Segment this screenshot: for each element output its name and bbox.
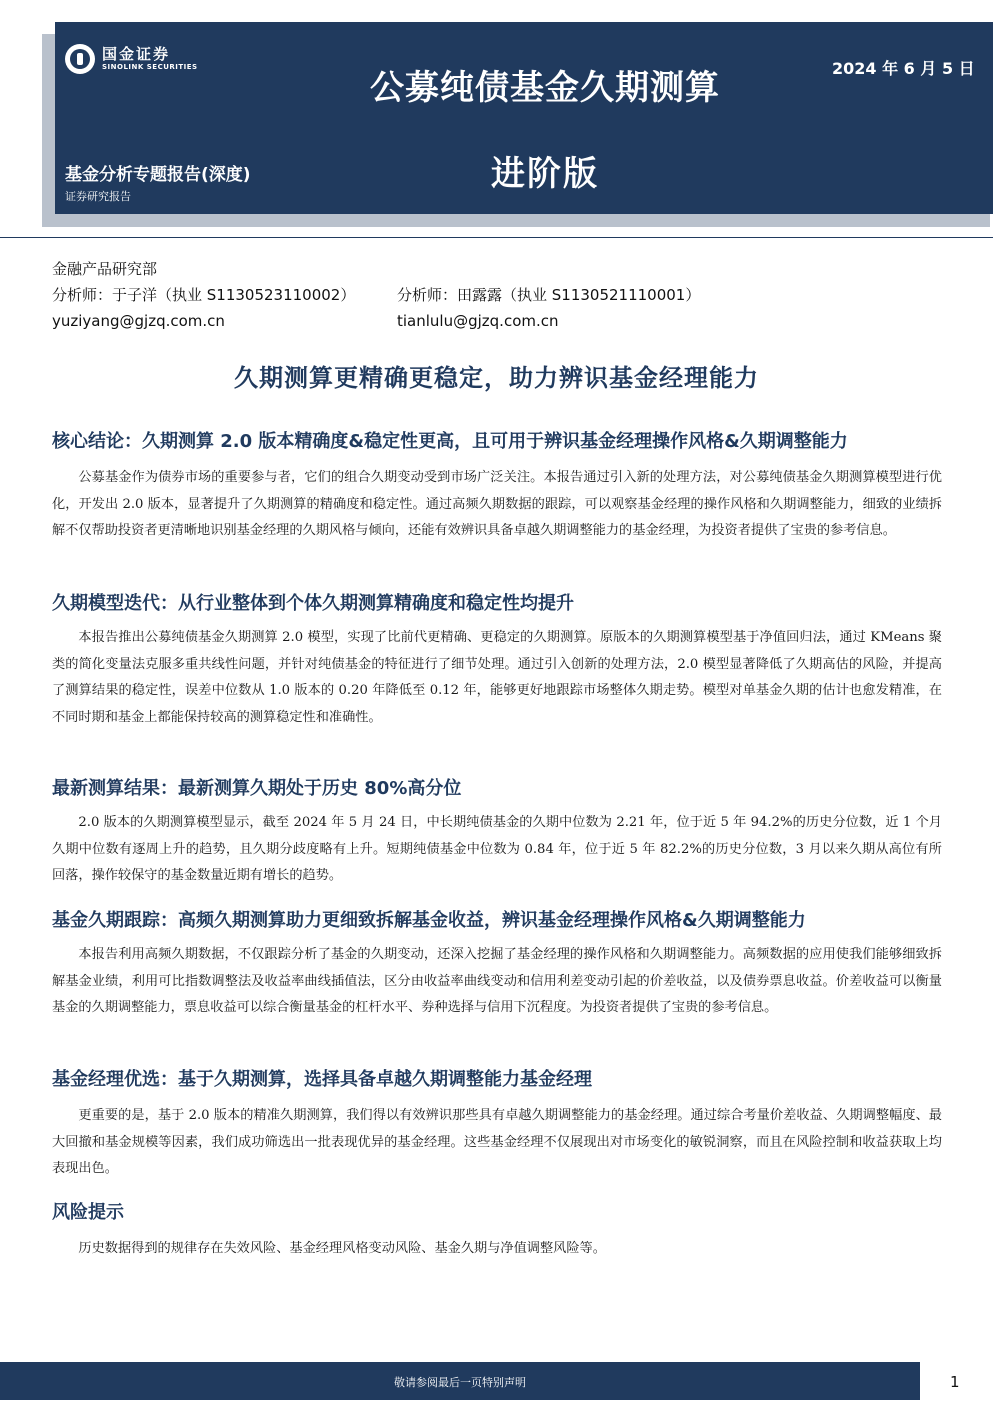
report-subtitle: 进阶版: [491, 154, 599, 194]
headline: 久期测算更精确更稳定，助力辨识基金经理能力: [234, 364, 759, 392]
section-heading: 久期模型迭代：从行业整体到个体久期测算精确度和稳定性均提升: [52, 593, 574, 614]
analyst-1-email[interactable]: yuziyang@gjzq.com.cn: [52, 312, 225, 330]
report-date: 2024 年 6 月 5 日: [832, 59, 975, 78]
header-divider: [0, 237, 993, 238]
section-paragraph: 本报告利用高频久期数据，不仅跟踪分析了基金的久期变动，还深入挖掘了基金经理的操作风格和久期调整能力。高频数据的应用使我们能够细致拆解基金业绩，利用可比指数调整法及收益率曲线插值法，区分由收益率曲线变动和信用利差变动引起的价差收益，以及债券票息收益。价差收益可以衡量基金的久期调整能力，票息收益可以综合衡量基金的杠杆水平、券种选择与信用下沉程度。为投资者提供了宝贵的参考信息。: [52, 947, 942, 1016]
report-category: 证券研究报告: [65, 190, 131, 203]
section-paragraph: 更重要的是，基于 2.0 版本的精准久期测算，我们得以有效辨识那些具有卓越久期调整能力的基金经理。通过综合考量价差收益、久期调整幅度、最大回撤和基金规模等因素，我们成功筛选出一批表现优异的基金经理。这些基金经理不仅展现出对市场变化的敏锐洞察，而且在风险控制和收益获取上均表现出色。: [52, 1108, 942, 1177]
section-heading: 核心结论：久期测算 2.0 版本精确度&稳定性更高，且可用于辨识基金经理操作风格&久期调整能力: [52, 431, 848, 452]
disclaimer-note: 敬请参阅最后一页特别声明: [394, 1376, 526, 1389]
report-type: 基金分析专题报告(深度): [65, 165, 251, 185]
analyst-2-email[interactable]: tianlulu@gjzq.com.cn: [397, 312, 559, 330]
section-paragraph: 历史数据得到的规律存在失效风险、基金经理风格变动风险、基金久期与净值调整风险等。: [78, 1241, 606, 1256]
report-title: 公募纯债基金久期测算: [370, 68, 720, 108]
section-heading: 基金经理优选：基于久期测算，选择具备卓越久期调整能力基金经理: [52, 1069, 592, 1090]
section-paragraph: 2.0 版本的久期测算模型显示，截至 2024 年 5 月 24 日，中长期纯债基金的久期中位数为 2.21 年，位于近 5 年 94.2%的历史分位数，近 1 个月久期中位数有逐周上升的趋势，且久期分歧度略有上升。短期纯债基金中位数为 0.84 年，位于近 5 年 82.2%的历史分位数，3 月以来久期从高位有所回落，操作较保守的基金数量近期有增长的趋势。: [52, 815, 942, 884]
logo-cn: 国金证券: [102, 45, 171, 63]
section-paragraph: 本报告推出公募纯债基金久期测算 2.0 模型，实现了比前代更精确、更稳定的久期测算。原版本的久期测算模型基于净值回归法，通过 KMeans 聚类的简化变量法克服多重共线性问题，并针对纯债基金的特征进行了细节处理。通过引入创新的处理方法，2.0 模型显著降低了久期高估的风险，并提高了测算结果的稳定性，误差中位数从 1.0 版本的 0.20 年降低至 0.12 年，能够更好地跟踪市场整体久期走势。模型对单基金久期的估计也愈发精准，在不同时期和基金上都能保持较高的测算稳定性和准确性。: [52, 630, 942, 725]
analyst-2: 分析师：田露露（执业 S1130521110001）: [397, 286, 701, 304]
department: 金融产品研究部: [52, 260, 158, 278]
section-heading: 基金久期跟踪：高频久期测算助力更细致拆解基金收益，辨识基金经理操作风格&久期调整能力: [52, 910, 806, 931]
logo-en: SINOLINK SECURITIES: [102, 63, 198, 71]
section-paragraph: 公募基金作为债券市场的重要参与者，它们的组合久期变动受到市场广泛关注。本报告通过引入新的处理方法，对公募纯债基金久期测算模型进行优化，开发出 2.0 版本，显著提升了久期测算的精确度和稳定性。通过高频久期数据的跟踪，可以观察基金经理的操作风格和久期调整能力，细致的业绩拆解不仅帮助投资者更清晰地识别基金经理的久期风格与倾向，还能有效辨识具备卓越久期调整能力的基金经理，为投资者提供了宝贵的参考信息。: [52, 470, 942, 539]
section-heading: 风险提示: [52, 1202, 124, 1223]
page-number: 1: [950, 1373, 960, 1391]
section-heading: 最新测算结果：最新测算久期处于历史 80%高分位: [52, 778, 462, 799]
analyst-1: 分析师：于子洋（执业 S1130523110002）: [52, 286, 356, 304]
